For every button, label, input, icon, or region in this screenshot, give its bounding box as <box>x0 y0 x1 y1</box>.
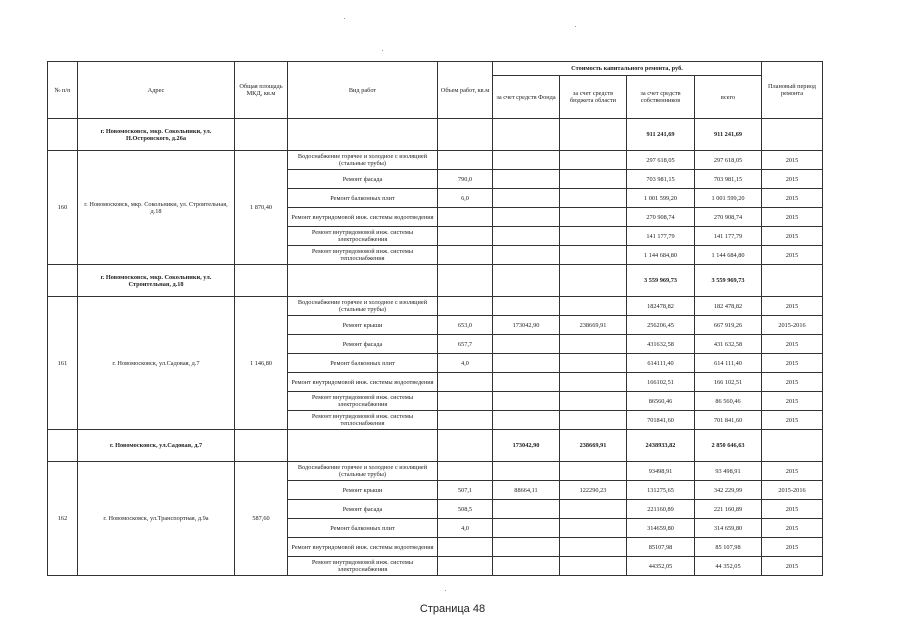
repair-period: 2015 <box>762 170 823 189</box>
cost-owners: 182478,82 <box>627 297 695 316</box>
work-type: Водоснабжение горячее и холодное с изоляцией (стальные трубы) <box>288 462 438 481</box>
cost-owners: 314659,80 <box>627 519 695 538</box>
summary-work-cell <box>288 430 438 462</box>
cost-owners: 141 177,79 <box>627 227 695 246</box>
cost-owners: 1 144 684,80 <box>627 246 695 265</box>
cost-fund <box>493 151 560 170</box>
cost-region <box>560 208 627 227</box>
work-volume <box>438 227 493 246</box>
cost-fund <box>493 519 560 538</box>
repair-period: 2015 <box>762 392 823 411</box>
cost-total: 85 107,98 <box>695 538 762 557</box>
cost-fund <box>493 500 560 519</box>
repair-period: 2015 <box>762 208 823 227</box>
work-volume <box>438 392 493 411</box>
work-volume <box>438 297 493 316</box>
summary-num-cell <box>48 119 78 151</box>
work-type: Водоснабжение горячее и холодное с изоляцией (стальные трубы) <box>288 151 438 170</box>
cost-owners: 701841,60 <box>627 411 695 430</box>
row-number: 162 <box>48 462 78 576</box>
cost-fund <box>493 335 560 354</box>
repair-period: 2015 <box>762 189 823 208</box>
scan-speck <box>445 590 446 591</box>
work-volume: 4,0 <box>438 519 493 538</box>
cost-region <box>560 392 627 411</box>
header-total: всего <box>695 76 762 119</box>
cost-fund <box>493 411 560 430</box>
summary-num-cell <box>48 430 78 462</box>
repair-period: 2015 <box>762 557 823 576</box>
table-row <box>48 151 823 170</box>
cost-region: 122290,23 <box>560 481 627 500</box>
repair-period: 2015 <box>762 500 823 519</box>
work-volume: 790,0 <box>438 170 493 189</box>
cost-total: 182 478,82 <box>695 297 762 316</box>
summary-volume-cell <box>438 119 493 151</box>
cost-region <box>560 246 627 265</box>
page-number: Страница 48 <box>419 603 486 615</box>
cost-region <box>560 557 627 576</box>
work-type: Ремонт балконных плит <box>288 354 438 373</box>
cost-owners: 85107,98 <box>627 538 695 557</box>
cost-total: 314 659,80 <box>695 519 762 538</box>
cost-total: 667 919,26 <box>695 316 762 335</box>
row-number: 161 <box>48 297 78 430</box>
repair-period: 2015 <box>762 335 823 354</box>
cost-total: 141 177,79 <box>695 227 762 246</box>
work-type: Ремонт внутридомовой инж. системы электроснабжения <box>288 392 438 411</box>
work-type: Водоснабжение горячее и холодное с изоляцией (стальные трубы) <box>288 297 438 316</box>
work-type: Ремонт внутридомовой инж. системы теплоснабжения <box>288 246 438 265</box>
repair-period: 2015 <box>762 227 823 246</box>
work-volume <box>438 151 493 170</box>
row-area: 1 146,80 <box>235 297 288 430</box>
cost-fund <box>493 462 560 481</box>
summary-fund: 173042,90 <box>493 430 560 462</box>
work-type: Ремонт внутридомовой инж. системы водоотведения <box>288 373 438 392</box>
scan-speck <box>575 26 576 27</box>
repair-period: 2015 <box>762 354 823 373</box>
summary-fund <box>493 119 560 151</box>
cost-fund <box>493 189 560 208</box>
work-type: Ремонт крыши <box>288 481 438 500</box>
work-volume <box>438 557 493 576</box>
cost-region <box>560 227 627 246</box>
cost-region <box>560 151 627 170</box>
cost-region <box>560 354 627 373</box>
repair-period: 2015-2016 <box>762 316 823 335</box>
table-row <box>48 462 823 481</box>
work-volume: 508,5 <box>438 500 493 519</box>
cost-fund <box>493 538 560 557</box>
row-number: 160 <box>48 151 78 265</box>
summary-volume-cell <box>438 265 493 297</box>
cost-owners: 86560,46 <box>627 392 695 411</box>
work-type: Ремонт внутридомовой инж. системы водоотведения <box>288 208 438 227</box>
summary-owners: 911 241,69 <box>627 119 695 151</box>
summary-row <box>48 265 823 297</box>
cost-fund <box>493 246 560 265</box>
header-work: Вид работ <box>288 62 438 119</box>
cost-total: 86 560,46 <box>695 392 762 411</box>
work-volume: 653,0 <box>438 316 493 335</box>
repair-period: 2015 <box>762 297 823 316</box>
cost-total: 297 618,05 <box>695 151 762 170</box>
summary-area-cell <box>235 430 288 462</box>
cost-owners: 166102,51 <box>627 373 695 392</box>
cost-fund <box>493 392 560 411</box>
cost-region <box>560 335 627 354</box>
cost-total: 614 111,40 <box>695 354 762 373</box>
summary-owners: 3 559 969,73 <box>627 265 695 297</box>
summary-address: г. Новомосковск, мкр. Сокольники, ул. Строительная, д.18 <box>78 265 235 297</box>
summary-owners: 2438933,82 <box>627 430 695 462</box>
header-num: № п/п <box>48 62 78 119</box>
cost-total: 221 160,89 <box>695 500 762 519</box>
work-type: Ремонт балконных плит <box>288 519 438 538</box>
summary-row <box>48 119 823 151</box>
cost-owners: 44352,05 <box>627 557 695 576</box>
cost-owners: 297 618,05 <box>627 151 695 170</box>
cost-owners: 131275,65 <box>627 481 695 500</box>
capital-repair-table <box>47 61 823 576</box>
cost-region <box>560 500 627 519</box>
repair-period: 2015 <box>762 462 823 481</box>
cost-owners: 703 981,15 <box>627 170 695 189</box>
summary-address: г. Новомосковск, ул.Садовая, д.7 <box>78 430 235 462</box>
summary-work-cell <box>288 265 438 297</box>
work-volume <box>438 246 493 265</box>
cost-total: 93 498,91 <box>695 462 762 481</box>
cost-total: 342 229,99 <box>695 481 762 500</box>
work-volume <box>438 373 493 392</box>
cost-owners: 93498,91 <box>627 462 695 481</box>
cost-region <box>560 170 627 189</box>
cost-total: 701 841,60 <box>695 411 762 430</box>
cost-owners: 270 908,74 <box>627 208 695 227</box>
cost-owners: 256206,45 <box>627 316 695 335</box>
summary-area-cell <box>235 119 288 151</box>
work-type: Ремонт внутридомовой инж. системы теплоснабжения <box>288 411 438 430</box>
cost-total: 431 632,58 <box>695 335 762 354</box>
work-volume <box>438 538 493 557</box>
cost-owners: 431632,58 <box>627 335 695 354</box>
repair-period: 2015 <box>762 151 823 170</box>
work-type: Ремонт внутридомовой инж. системы электроснабжения <box>288 557 438 576</box>
work-volume <box>438 208 493 227</box>
work-type: Ремонт внутридомовой инж. системы электроснабжения <box>288 227 438 246</box>
summary-region <box>560 119 627 151</box>
header-area: Общая площадь МКД, кв.м <box>235 62 288 119</box>
repair-period: 2015 <box>762 519 823 538</box>
cost-region <box>560 373 627 392</box>
work-type: Ремонт балконных плит <box>288 189 438 208</box>
summary-volume-cell <box>438 430 493 462</box>
summary-region <box>560 265 627 297</box>
cost-region <box>560 519 627 538</box>
cost-total: 270 908,74 <box>695 208 762 227</box>
repair-period: 2015 <box>762 411 823 430</box>
cost-owners: 221160,89 <box>627 500 695 519</box>
summary-fund <box>493 265 560 297</box>
cost-owners: 1 001 599,20 <box>627 189 695 208</box>
row-address: г. Новомосковск, ул.Садовая, д.7 <box>78 297 235 430</box>
cost-fund <box>493 297 560 316</box>
work-volume: 4,0 <box>438 354 493 373</box>
header-fund: за счет средств Фонда <box>493 76 560 119</box>
cost-fund <box>493 208 560 227</box>
cost-region <box>560 189 627 208</box>
cost-total: 1 001 599,20 <box>695 189 762 208</box>
work-volume: 6,0 <box>438 189 493 208</box>
cost-fund <box>493 227 560 246</box>
cost-owners: 614111,40 <box>627 354 695 373</box>
header-address: Адрес <box>78 62 235 119</box>
summary-total: 2 850 646,63 <box>695 430 762 462</box>
summary-num-cell <box>48 265 78 297</box>
work-type: Ремонт фасада <box>288 335 438 354</box>
work-type: Ремонт фасада <box>288 500 438 519</box>
summary-total: 3 559 969,73 <box>695 265 762 297</box>
work-volume: 507,1 <box>438 481 493 500</box>
summary-area-cell <box>235 265 288 297</box>
scan-speck <box>382 50 383 51</box>
cost-total: 44 352,05 <box>695 557 762 576</box>
header-period: Плановый период ремонта <box>762 62 823 119</box>
cost-fund <box>493 373 560 392</box>
header-region: за счет средств бюджета области <box>560 76 627 119</box>
repair-period: 2015 <box>762 246 823 265</box>
cost-fund <box>493 557 560 576</box>
summary-total: 911 241,69 <box>695 119 762 151</box>
summary-row <box>48 430 823 462</box>
work-volume <box>438 411 493 430</box>
repair-period: 2015-2016 <box>762 481 823 500</box>
cost-region <box>560 297 627 316</box>
header-cost-group: Стоимость капитального ремонта, руб. <box>493 62 762 76</box>
cost-total: 1 144 684,80 <box>695 246 762 265</box>
cost-fund: 88664,11 <box>493 481 560 500</box>
summary-period-cell <box>762 119 823 151</box>
cost-fund <box>493 354 560 373</box>
header-owners: за счет средств собственников <box>627 76 695 119</box>
cost-total: 166 102,51 <box>695 373 762 392</box>
summary-period-cell <box>762 430 823 462</box>
summary-work-cell <box>288 119 438 151</box>
row-area: 587,60 <box>235 462 288 576</box>
row-address: г. Новомосковск, ул.Транспортная, д.9а <box>78 462 235 576</box>
row-address: г. Новомосковск, мкр. Сокольники, ул. Строительная, д.18 <box>78 151 235 265</box>
cost-total: 703 981,15 <box>695 170 762 189</box>
work-volume: 657,7 <box>438 335 493 354</box>
work-type: Ремонт внутридомовой инж. системы водоотведения <box>288 538 438 557</box>
summary-address: г. Новомосковск, мкр. Сокольники, ул. Н.Островского, д.26а <box>78 119 235 151</box>
row-area: 1 870,40 <box>235 151 288 265</box>
work-type: Ремонт крыши <box>288 316 438 335</box>
cost-fund <box>493 170 560 189</box>
repair-period: 2015 <box>762 538 823 557</box>
scan-speck <box>344 18 345 19</box>
table-row <box>48 297 823 316</box>
work-volume <box>438 462 493 481</box>
cost-region: 238669,91 <box>560 316 627 335</box>
cost-region <box>560 411 627 430</box>
repair-period: 2015 <box>762 373 823 392</box>
cost-fund: 173042,90 <box>493 316 560 335</box>
header-volume: Объем работ, кв.м <box>438 62 493 119</box>
cost-region <box>560 462 627 481</box>
summary-period-cell <box>762 265 823 297</box>
cost-region <box>560 538 627 557</box>
summary-region: 238669,91 <box>560 430 627 462</box>
work-type: Ремонт фасада <box>288 170 438 189</box>
